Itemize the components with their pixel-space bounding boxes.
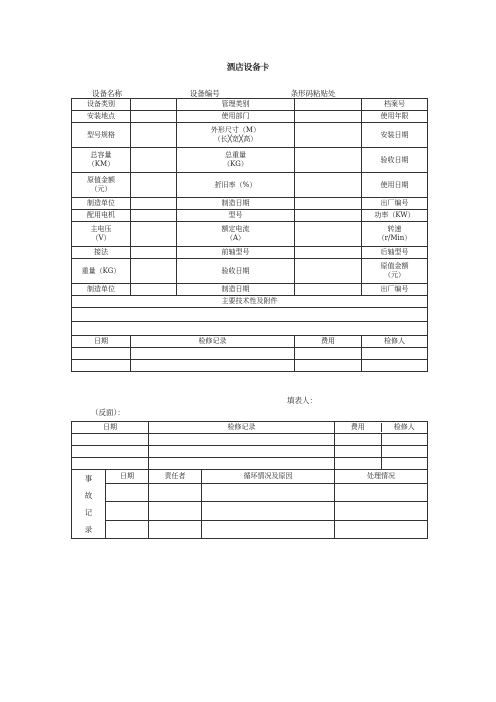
field-label: 使用年限 — [362, 111, 428, 123]
field-label: 出厂编号 — [362, 284, 428, 296]
field-value[interactable] — [131, 284, 177, 296]
table-row — [72, 360, 428, 372]
table-row — [72, 308, 428, 322]
field-value[interactable] — [295, 123, 362, 148]
accessories-blank[interactable] — [72, 308, 428, 322]
field-value[interactable] — [131, 99, 177, 111]
field-value[interactable] — [295, 222, 362, 247]
field-value[interactable] — [295, 111, 362, 123]
blank-cell[interactable] — [335, 502, 428, 520]
field-label: 制造日期 — [177, 198, 295, 210]
field-label: 制造日期 — [177, 284, 295, 296]
field-label: 前轴型号 — [177, 247, 295, 259]
table-row — [72, 99, 428, 111]
blank-cell[interactable] — [202, 520, 335, 538]
blank-cell[interactable] — [335, 434, 428, 446]
blank-cell[interactable] — [202, 483, 335, 501]
blank-cell[interactable] — [381, 446, 428, 457]
field-label: 折旧率（%） — [177, 173, 295, 198]
table-row — [72, 210, 428, 222]
table-row — [72, 296, 428, 308]
reverse-side-label: （反面）： — [91, 408, 125, 417]
field-label: 制造单位 — [72, 198, 131, 210]
field-label: 使用部门 — [177, 111, 295, 123]
blank-cell[interactable] — [149, 520, 202, 538]
table-row — [72, 470, 428, 484]
column-header: 日期 — [106, 470, 149, 484]
blank-cell[interactable] — [295, 360, 362, 372]
blank-cell[interactable] — [72, 434, 149, 446]
blank-cell[interactable] — [295, 348, 362, 360]
field-label: 外形尺寸（M） （长╳宽╳高） — [177, 123, 295, 148]
field-label: 转速 （r/Min） — [362, 222, 428, 247]
field-label: 型号 — [177, 210, 295, 222]
blank-cell[interactable] — [335, 458, 428, 470]
field-label: 额定电流 （A） — [177, 222, 295, 247]
blank-cell[interactable] — [106, 483, 149, 501]
field-label: 管理类别 — [177, 99, 295, 111]
field-label: 主电压 （V） — [72, 222, 131, 247]
accident-record-label — [72, 470, 106, 539]
field-value[interactable] — [131, 210, 177, 222]
blank-cell[interactable] — [72, 446, 149, 458]
blank-cell[interactable] — [72, 360, 131, 372]
equipment-name-label: 设备名称 — [92, 89, 122, 98]
accessories-blank[interactable] — [72, 322, 428, 336]
blank-cell[interactable] — [149, 434, 335, 446]
field-value[interactable] — [295, 198, 362, 210]
field-label: 原值金额 （元） — [72, 173, 131, 198]
blank-cell[interactable] — [106, 502, 149, 520]
field-label: 总重量 （KG） — [177, 148, 295, 173]
table-row — [72, 222, 428, 247]
field-value[interactable] — [131, 247, 177, 259]
field-label: 原值金额 （元） — [362, 259, 428, 284]
blank-cell[interactable] — [149, 483, 202, 501]
accident-label-char: 事 — [84, 474, 93, 483]
blank-cell[interactable] — [335, 520, 428, 538]
field-label: 验收日期 — [362, 148, 428, 173]
table-row — [72, 123, 428, 148]
field-label: 接法 — [72, 247, 131, 259]
field-value[interactable] — [131, 148, 177, 173]
cell-split — [335, 434, 427, 445]
blank-cell[interactable] — [335, 483, 428, 501]
field-label: 安装地点 — [72, 111, 131, 123]
field-value[interactable] — [131, 222, 177, 247]
column-header: 循环情况及原因 — [202, 470, 335, 484]
column-header: 日期 — [72, 336, 131, 348]
blank-cell[interactable] — [106, 520, 149, 538]
field-value[interactable] — [295, 284, 362, 296]
field-label: 使用日期 — [362, 173, 428, 198]
column-header: 检修记录 — [131, 336, 295, 348]
field-value[interactable] — [131, 198, 177, 210]
field-label: 安装日期 — [362, 123, 428, 148]
column-header — [335, 422, 428, 434]
field-label: 验收日期 — [177, 259, 295, 284]
field-label: 功率（KW） — [362, 210, 428, 222]
accident-label-char: 故 — [84, 491, 93, 500]
table-row — [72, 520, 428, 538]
equipment-card-table — [71, 98, 428, 372]
table-row — [72, 446, 428, 458]
filler-label: 填表人： — [287, 396, 317, 405]
field-value[interactable] — [295, 259, 362, 284]
blank-cell[interactable] — [362, 348, 428, 360]
accident-label-char: 录 — [84, 525, 93, 534]
table-row — [72, 422, 428, 434]
field-value[interactable] — [295, 173, 362, 198]
column-header: 费用 — [295, 336, 362, 348]
field-label: 总容量 （KM） — [72, 148, 131, 173]
field-label: 设备类别 — [72, 99, 131, 111]
table-row — [72, 348, 428, 360]
blank-cell[interactable] — [149, 446, 335, 458]
column-header: 检修记录 — [149, 422, 335, 434]
table-row — [72, 336, 428, 348]
blank-cell[interactable] — [202, 502, 335, 520]
field-value[interactable] — [131, 111, 177, 123]
column-header: 日期 — [72, 422, 149, 434]
table-row — [72, 502, 428, 520]
field-value[interactable] — [295, 247, 362, 259]
column-header: 处理情况 — [335, 470, 428, 484]
column-header: 费用 — [350, 423, 365, 431]
table-row — [72, 148, 428, 173]
field-label: 制造单位 — [72, 284, 131, 296]
back-side-table — [71, 421, 428, 539]
blank-cell[interactable] — [72, 348, 131, 360]
blank-cell[interactable] — [335, 446, 428, 458]
table-row — [72, 483, 428, 501]
accessories-header: 主要技术性及附件 — [72, 296, 428, 308]
blank-cell[interactable] — [335, 458, 381, 469]
barcode-label: 条形码粘贴处 — [290, 89, 336, 98]
field-label: 出厂编号 — [362, 198, 428, 210]
table-row — [72, 322, 428, 336]
column-header: 责任者 — [149, 470, 202, 484]
column-header: 检修人 — [362, 336, 428, 348]
table-row — [72, 247, 428, 259]
blank-cell[interactable] — [335, 446, 381, 457]
blank-cell[interactable] — [149, 458, 335, 470]
page-title: 酒店设备卡 — [226, 63, 270, 73]
field-label: 重量（KG） — [72, 259, 131, 284]
field-label: 档案号 — [362, 99, 428, 111]
blank-cell[interactable] — [381, 458, 428, 469]
field-value[interactable] — [295, 148, 362, 173]
blank-cell[interactable] — [362, 360, 428, 372]
column-header: 检修人 — [381, 423, 428, 432]
blank-cell[interactable] — [131, 360, 295, 372]
field-value[interactable] — [295, 99, 362, 111]
blank-cell[interactable] — [381, 434, 428, 445]
cell-split — [335, 458, 427, 469]
equipment-code-label: 设备编号 — [189, 89, 220, 98]
field-value[interactable] — [131, 123, 177, 148]
field-label: 配用电机 — [72, 210, 131, 222]
table-row — [72, 173, 428, 198]
accident-label-char: 记 — [84, 508, 93, 517]
field-label: 型号规格 — [72, 123, 131, 148]
cell-split — [335, 446, 427, 457]
table-row — [72, 111, 428, 123]
table-row — [72, 198, 428, 210]
table-row — [72, 458, 428, 470]
header-split — [335, 423, 427, 432]
blank-cell[interactable] — [72, 458, 149, 470]
field-label: 后轴型号 — [362, 247, 428, 259]
blank-cell[interactable] — [149, 502, 202, 520]
table-row — [72, 284, 428, 296]
blank-cell[interactable] — [335, 434, 381, 445]
field-value[interactable] — [131, 173, 177, 198]
table-row — [72, 259, 428, 284]
field-value[interactable] — [295, 210, 362, 222]
blank-cell[interactable] — [131, 348, 295, 360]
table-row — [72, 434, 428, 446]
field-value[interactable] — [131, 259, 177, 284]
